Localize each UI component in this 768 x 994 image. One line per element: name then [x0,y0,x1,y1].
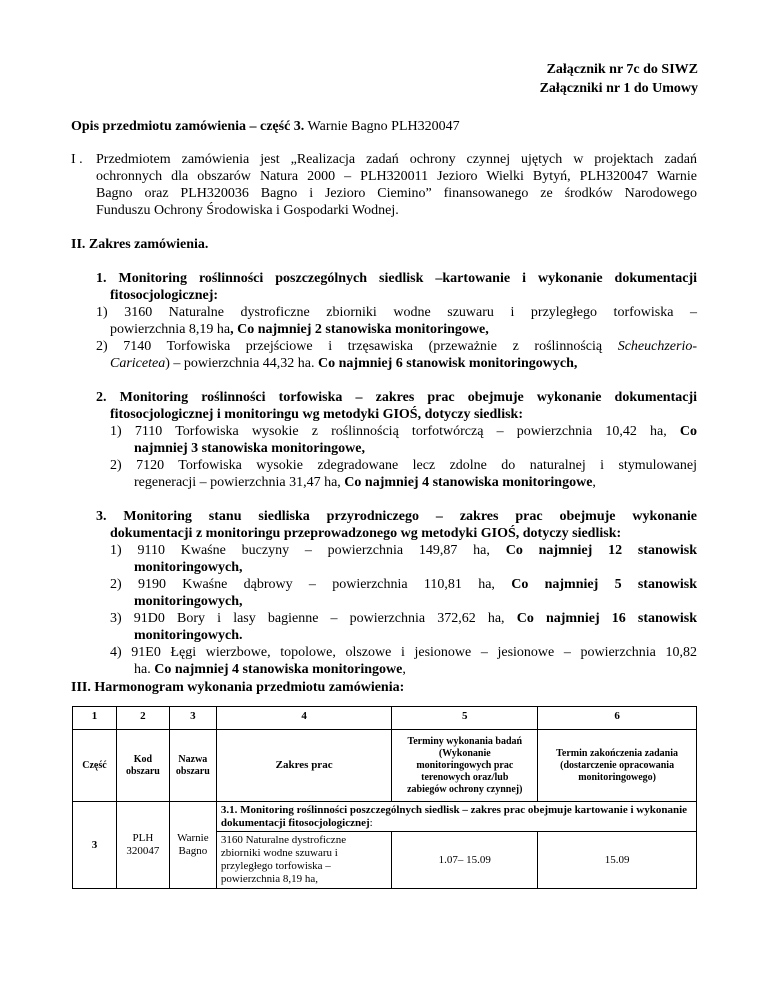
annex-line-2: Załączniki nr 1 do Umowy [539,81,698,96]
item-3-sub-4-comma: , [402,662,406,677]
cell-zakres: 3160 Naturalne dystroficzne zbiorniki wodne szuwaru i przyległego torfowiska – powierzchnia 8,19 ha, [216,832,392,889]
cell-nazwa-l2: Bagno [178,845,208,857]
header-termin-zakonczenia: Termin zakończenia zadania (dostarczenie opracowania monitoringowego) [538,730,697,802]
item-2-heading-l2: fitosocjologicznej i monitoringu wg metodyki GIOŚ, dotyczy siedlisk: [110,407,523,422]
item-1-sub-2-l2 [110,355,697,373]
header-terminy: Terminy wykonania badań (Wykonanie monitoringowych prac terenowych oraz/lub zabiegów ochrony czynnej) [392,730,538,802]
item-2-sub-1-l1 [110,423,697,441]
item-2-sub-2-l1: 2) 7120 Torfowiska wysokie zdegradowane lecz zdolne do naturalnej i stymulowanej [110,458,697,473]
item-3-sub-2-count: Co najmniej 5 stanowisk [511,577,697,592]
item-3-sub-1-text: 1) 9110 Kwaśne buczyny – powierzchnia 149,87 ha, [110,543,490,558]
item-1-sub-2-area: ) – powierzchnia 44,32 ha. [165,356,315,371]
title-normal: Warnie Bagno PLH320047 [307,119,460,134]
section-3-heading: III. Harmonogram wykonania przedmiotu zamówienia: [71,680,405,695]
col-number-1: 1 [73,707,117,730]
item-1-sub-2-l1 [96,338,697,356]
item-3-sub-2-l1 [110,576,697,594]
cell-kod-l2: 320047 [126,845,160,857]
table-header-row [73,730,697,802]
item-3-sub-4-l2 [134,661,697,679]
col-number-6: 6 [538,707,697,730]
item-3-sub-4-unit: ha. [134,662,151,677]
section-1-line-3: Bagno oraz PLH320036 Bagno i Jezioro Ciemino” finansowanego ze środków Narodowego [96,186,697,201]
col-number-3: 3 [169,707,216,730]
item-3-sub-4-count: Co najmniej 4 stanowiska monitoringowe [154,662,403,677]
item-3-sub-2-text: 2) 9190 Kwaśne dąbrowy – powierzchnia 110,81 ha, [110,577,495,592]
item-1-sub-2-latin-b: Caricetea [110,356,166,371]
cell-kod [116,802,169,889]
document-title [71,118,460,136]
subheading-bold: 3.1. Monitoring roślinności poszczególnych siedlisk – zakres prac obejmuje kartowanie i wykonanie dokumentacji fitosocjologicznej [220,803,688,829]
item-2-sub-1-text: 1) 7110 Torfowiska wysokie z roślinnością torfotwórczą – powierzchnia 10,42 ha, [110,424,667,439]
item-1-sub-1-l1: 1) 3160 Naturalne dystroficzne zbiorniki wodne szuwaru i przyległego torfowiska – [96,305,697,320]
section-2-heading: II. Zakres zamówienia. [71,237,209,252]
section-1-line-4: Funduszu Ochrony Środowiska i Gospodarki Wodnej. [96,203,399,218]
cell-czesc: 3 [73,802,117,889]
item-3-sub-3-l2: monitoringowych. [134,628,243,643]
section-1-line-1: Przedmiotem zamówienia jest „Realizacja zadań ochrony czynnej ujętych w projektach zadań [96,152,697,167]
schedule-table [72,706,697,889]
item-3-sub-2-l2: monitoringowych, [134,594,243,609]
table-column-number-row [73,707,697,730]
item-1-sub-2-latin-a: Scheuchzerio- [617,339,698,354]
item-3-sub-3-text: 3) 91D0 Bory i lasy bagienne – powierzchnia 372,62 ha, [110,611,505,626]
item-1-sub-2-count: Co najmniej 6 stanowisk monitoringowych, [318,356,578,371]
subheading-tail: : [369,816,373,829]
item-3-sub-1-l2: monitoringowych, [134,560,243,575]
cell-kod-l1: PLH [132,832,154,844]
item-1-heading-l2: fitosocjologicznej: [110,288,219,303]
item-1-heading-l1: 1. Monitoring roślinności poszczególnych siedlisk –kartowanie i wykonanie dokumentacji [96,271,697,286]
section-1-line-2: ochronnych dla obszarów Natura 2000 – PLH320011 Jezioro Wielki Bytyń, PLH320047 Warnie [96,169,697,184]
title-bold: Opis przedmiotu zamówienia – część 3. [71,119,305,134]
item-2-sub-1-l2: najmniej 3 stanowiska monitoringowe, [134,441,366,456]
col-number-5: 5 [392,707,538,730]
item-1-sub-1-area: powierzchnia 8,19 ha [110,322,231,337]
header-czesc: Część [73,730,117,802]
header-zakres: Zakres prac [216,730,392,802]
cell-nazwa-l1: Warnie [177,832,209,844]
header-kod: Kod obszaru [116,730,169,802]
item-2-sub-2-l2 [134,474,697,492]
cell-nazwa [169,802,216,889]
item-3-heading-l2: dokumentacji z monitoringu przeprowadzonego wg metodyki GIOŚ, dotyczy siedlisk: [110,526,622,541]
item-1-sub-2-text: 2) 7140 Torfowiska przejściowe i trzęsawiska (przeważnie z roślinnością [96,339,603,354]
item-3-sub-1-l1 [110,542,697,560]
cell-terminy: 1.07– 15.09 [392,832,538,889]
annex-line-1: Załącznik nr 7c do SIWZ [546,62,698,77]
item-2-sub-2-comma: , [592,475,596,490]
item-2-sub-2-area: regeneracji – powierzchnia 31,47 ha, [134,475,341,490]
table-data-row-subheading [73,802,697,832]
item-2-sub-1-count-a: Co [679,424,698,439]
item-3-sub-1-count: Co najmniej 12 stanowisk [505,543,698,558]
item-3-heading-l1: 3. Monitoring stanu siedliska przyrodniczego – zakres prac obejmuje wykonanie [96,509,697,524]
item-3-sub-4-l1: 4) 91E0 Łęgi wierzbowe, topolowe, olszowe i jesionowe – jesionowe – powierzchnia 10,82 [110,645,697,660]
item-3-sub-3-count: Co najmniej 16 stanowisk [516,611,698,626]
item-2-heading-l1: 2. Monitoring roślinności torfowiska – zakres prac obejmuje wykonanie dokumentacji [96,390,697,405]
section-1-label: I . [71,152,83,167]
item-1-sub-1-count: , Co najmniej 2 stanowiska monitoringowe, [230,322,489,337]
cell-termin-zakonczenia: 15.09 [538,832,697,889]
header-nazwa: Nazwa obszaru [169,730,216,802]
item-2-sub-2-count: Co najmniej 4 stanowiska monitoringowe [344,475,593,490]
cell-subheading [216,802,696,832]
col-number-2: 2 [116,707,169,730]
item-3-sub-3-l1 [110,610,697,628]
item-1-sub-1-l2 [110,321,697,339]
col-number-4: 4 [216,707,392,730]
